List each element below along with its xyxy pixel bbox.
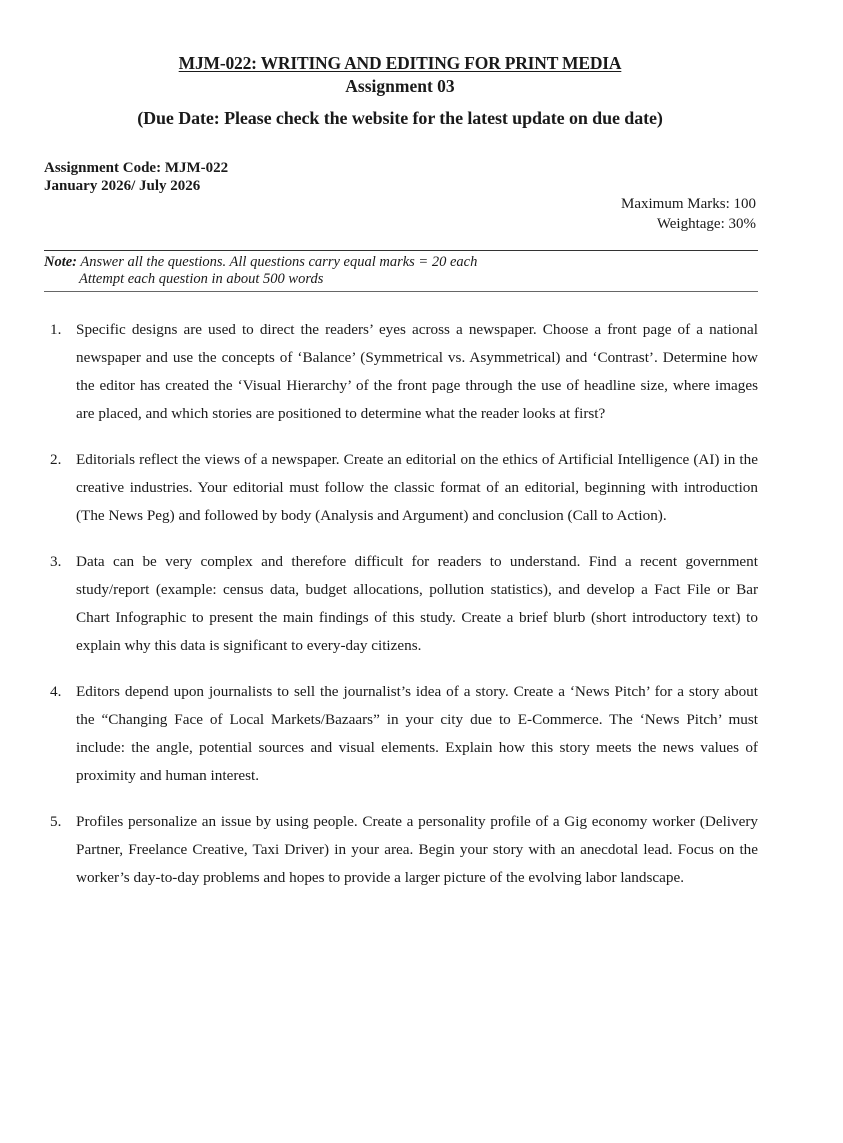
assignment-session: January 2026/ July 2026: [44, 178, 201, 194]
question-item: [50, 808, 758, 892]
question-text: Specific designs are used to direct the readers’ eyes across a newspaper. Choose a front page of a national newspaper and use the concepts of ‘Balance’ (Symmetrical vs. Asymmetrical) and ‘Contrast’. Determine how the editor has created the ‘Visual Hierarchy’ of the front page through the use of headline size, where images are placed, and which stories are positioned to determine what the reader looks at first?: [76, 321, 758, 422]
question-number: 3.: [50, 553, 62, 570]
note-line-2: Attempt each question in about 500 words: [79, 271, 324, 287]
marks-info: [621, 194, 756, 234]
assignment-code: Assignment Code: MJM-022: [44, 160, 229, 176]
question-item: [50, 446, 758, 530]
assignment-number: Assignment 03: [345, 76, 455, 96]
question-number: 1.: [50, 321, 62, 338]
question-text: Data can be very complex and therefore difficult for readers to understand. Find a recent government study/report (example: census data, budget allocations, pollution statistics), and develop a Fact File or Bar Chart Infographic to present the main findings of this study. Create a brief blurb (short introductory text) to explain why this data is significant to every-day citizens.: [76, 553, 758, 654]
maximum-marks: Maximum Marks: 100: [621, 196, 756, 212]
question-number: 5.: [50, 813, 62, 830]
question-item: [50, 678, 758, 790]
instructions-note: [44, 254, 477, 288]
question-text: Editorials reflect the views of a newspaper. Create an editorial on the ethics of Artificial Intelligence (AI) in the creative industries. Your editorial must follow the classic format of an editorial, beginning with introduction (The News Peg) and followed by body (Analysis and Argument) and conclusion (Call to Action).: [76, 451, 758, 524]
due-date-notice: (Due Date: Please check the website for the latest update on due date): [137, 108, 663, 128]
question-number: 4.: [50, 683, 62, 700]
note-line-1: Answer all the questions. All questions carry equal marks = 20 each: [77, 254, 478, 270]
question-number: 2.: [50, 451, 62, 468]
question-item: [50, 316, 758, 428]
question-text: Editors depend upon journalists to sell the journalist’s idea of a story. Create a ‘News Pitch’ for a story about the “Changing Face of Local Markets/Bazaars” in your city due to E-Commerce. The ‘News Pitch’ must include: the angle, potential sources and visual elements. Explain how this story meets the news values of proximity and human interest.: [76, 683, 758, 784]
divider-bottom: [44, 291, 758, 292]
question-item: [50, 548, 758, 660]
question-list: [50, 316, 758, 910]
note-label: Note:: [44, 254, 78, 270]
assignment-meta: [44, 159, 228, 195]
divider-top: [44, 250, 758, 251]
weightage: Weightage: 30%: [656, 216, 756, 232]
course-title: MJM-022: WRITING AND EDITING FOR PRINT MEDIA: [178, 53, 622, 73]
question-text: Profiles personalize an issue by using people. Create a personality profile of a Gig economy worker (Delivery Partner, Freelance Creative, Taxi Driver) in your area. Begin your story with an anecdotal lead. Focus on the worker’s day-to-day problems and hopes to provide a larger picture of the evolving labor landscape.: [76, 813, 758, 886]
